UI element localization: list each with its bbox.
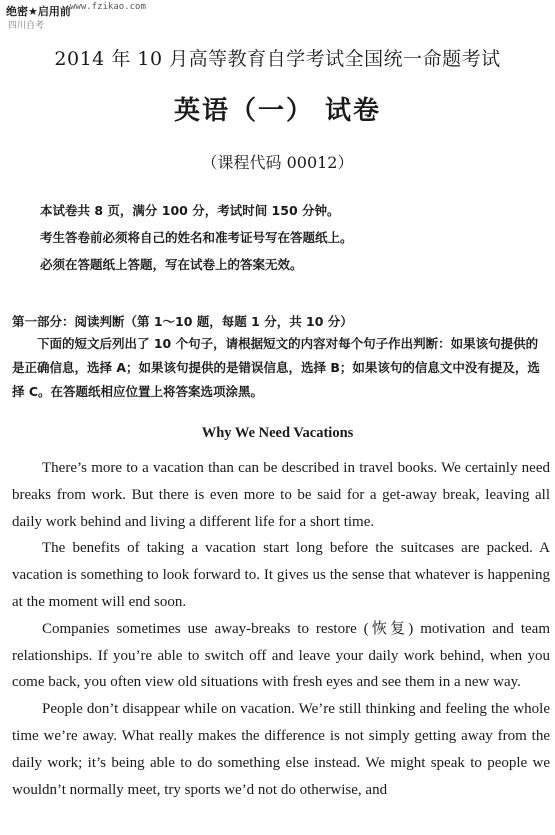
part-one-heading: 第一部分：阅读判断（第 1～10 题，每题 1 分，共 10 分） xyxy=(12,314,353,329)
watermark-url: www.fzikao.com xyxy=(70,2,146,12)
instruction-line: 必须在答题纸上答题，写在试卷上的答案无效。 xyxy=(40,257,303,272)
secret-label: 绝密★启用前 xyxy=(6,5,71,18)
exam-title: 2014 年 10 月高等教育自学考试全国统一命题考试 xyxy=(54,48,501,70)
watermark-text: 四川自考 xyxy=(8,21,45,31)
passage-paragraph: People don’t disappear while on vacation. We’re still thinking and feeling the whole time we’re away. What really makes the difference is not simply getting away from the daily work; it’s being able to do something else instead. We might speak to people we wouldn’t normally meet, try sports we’d not do otherwise, and xyxy=(12,701,550,798)
instruction-line: 本试卷共 8 页，满分 100 分，考试时间 150 分钟。 xyxy=(40,203,340,218)
passage-paragraph: Companies sometimes use away-breaks to restore (恢复) motivation and team relationships. If you’re able to switch off and leave your daily work behind, when you come back, you often view old situations with fresh eyes and see them in a new way. xyxy=(12,620,550,691)
course-code: （课程代码 00012） xyxy=(201,153,354,172)
passage-title: Why We Need Vacations xyxy=(201,425,354,441)
instruction-line: 考生答卷前必须将自己的姓名和准考证号写在答题纸上。 xyxy=(40,230,353,245)
passage-paragraph: The benefits of taking a vacation start long before the suitcases are packed. A vacation is something to look forward to. It gives us the sense that whatever is happening at the moment will end soon. xyxy=(12,540,550,610)
paper-title: 英语（一） 试卷 xyxy=(173,96,382,126)
passage-paragraph: There’s more to a vacation than can be described in travel books. We certainly need breaks from work. But there is even more to be said for a get-away break, leaving all daily work behind and living a different life for a short time. xyxy=(12,460,550,530)
part-one-description: 下面的短文后列出了 10 个句子，请根据短文的内容对每个句子作出判断：如果该句提供的是正确信息，选择 A；如果该句提供的是错误信息，选择 B；如果该句的信息文中没有提及，选择 C。在答题纸相应位置上将答案选项涂黑。 xyxy=(12,336,540,399)
passage-body xyxy=(12,455,550,803)
